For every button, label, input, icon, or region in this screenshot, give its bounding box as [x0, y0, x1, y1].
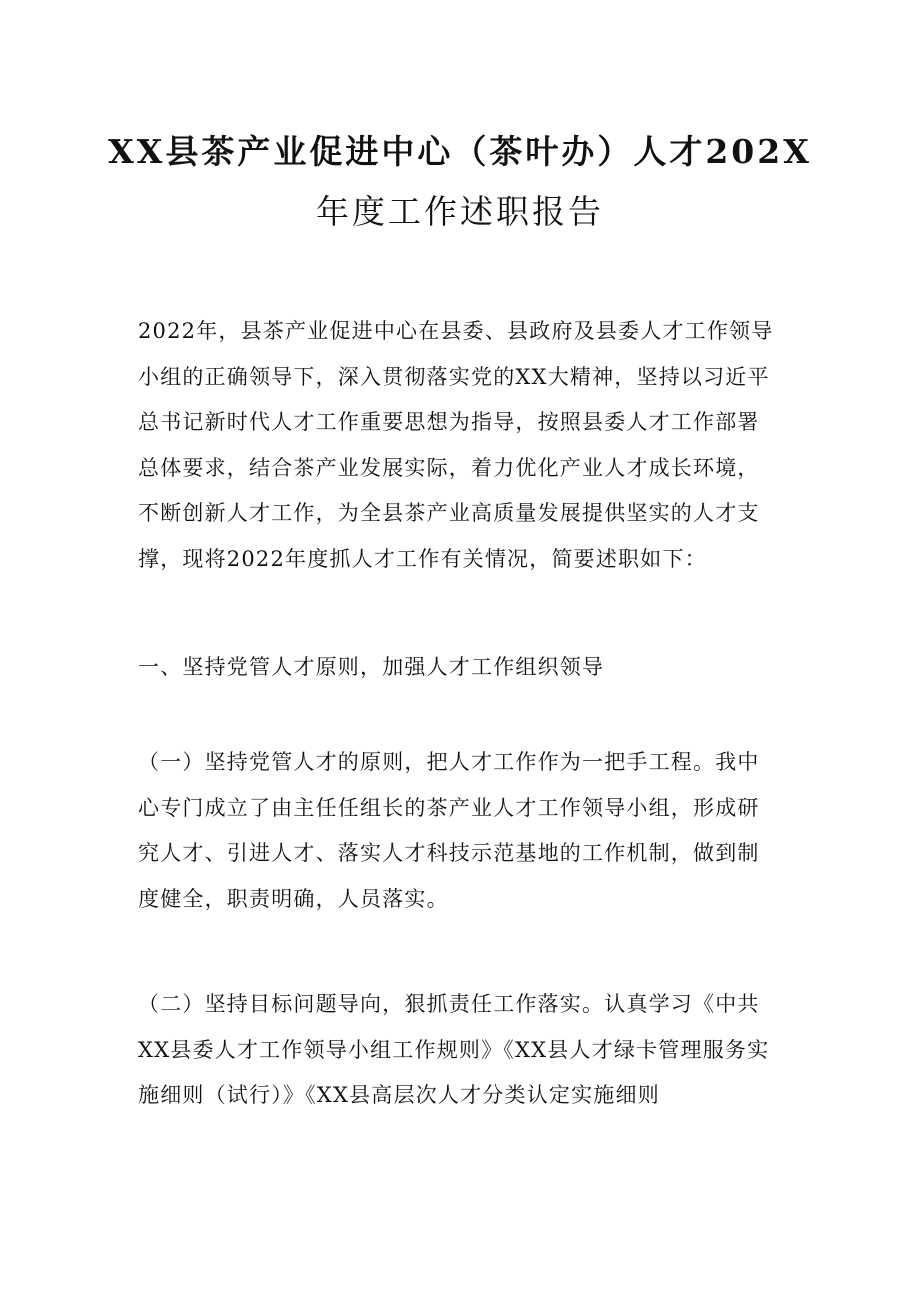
intro-line: 小组的正确领导下，深入贯彻落实党的XX大精神，坚持以习近平: [138, 364, 770, 389]
section-1-line: 究人才、引进人才、落实人才科技示范基地的工作机制，做到制: [138, 841, 760, 865]
section-1-paragraph: [138, 740, 790, 922]
section-heading-text: 一、坚持党管人才原则，加强人才工作组织领导: [138, 655, 605, 679]
intro-line: 总体要求，结合茶产业发展实际，着力优化产业人才成长环境，: [138, 455, 760, 480]
intro-line: 2022年，县茶产业促进中心在县委、县政府及县委人才工作领导: [138, 319, 774, 343]
section-2-paragraph: [138, 982, 790, 1119]
section-1-line: 度健全，职责明确，人员落实。: [138, 886, 449, 911]
document-title-line-1: XX县茶产业促进中心（茶叶办）人才202X: [108, 132, 812, 171]
intro-line: 撑，现将2022年度抓人才工作有关情况，简要述职如下：: [138, 546, 707, 571]
section-1-line: 心专门成立了由主任任组长的茶产业人才工作领导小组，形成研: [138, 795, 760, 820]
section-heading-1: [138, 645, 790, 691]
section-2-line: XX县委人才工作领导小组工作规则》《XX县人才绿卡管理服务实: [138, 1037, 770, 1062]
section-2-line: （二）坚持目标问题导向，狠抓责任工作落实。认真学习《中共: [138, 992, 760, 1016]
intro-paragraph: [138, 309, 790, 582]
section-1-line: （一）坚持党管人才的原则，把人才工作作为一把手工程。我中: [138, 750, 760, 774]
section-2-line: 施细则（试行）》《XX县高层次人才分类认定实施细则: [138, 1083, 660, 1107]
intro-line: 总书记新时代人才工作重要思想为指导，按照县委人才工作部署: [138, 410, 760, 434]
document-title-line-2: 年度工作述职报告: [316, 192, 604, 231]
intro-line: 不断创新人才工作，为全县茶产业高质量发展提供坚实的人才支: [138, 501, 760, 525]
